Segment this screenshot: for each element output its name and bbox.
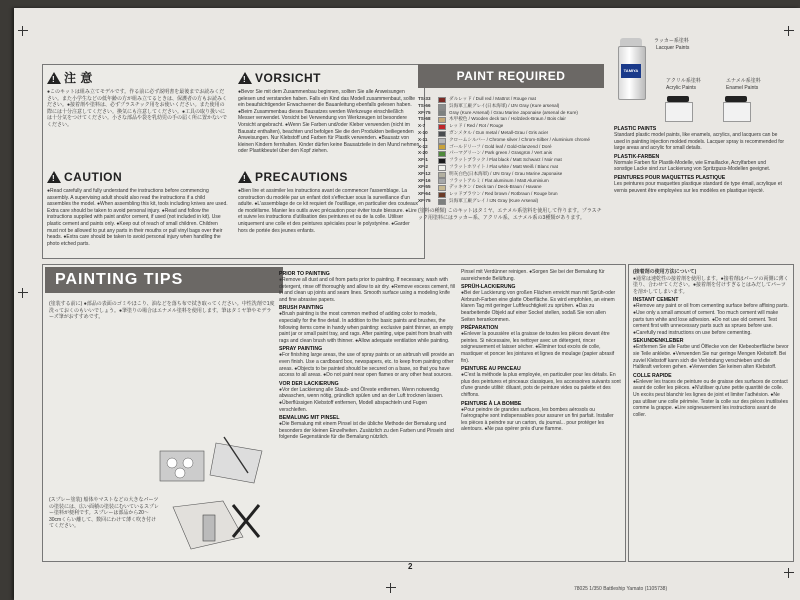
paint-swatch — [438, 138, 446, 144]
instant-cement-text: ●Remove any paint or oil from cementing surface before affixing parts. ●Use only a small amount of cement. Too much cement will make parts turn white and lose adhesion. ●Do not use old cement. Test cement first with unnecessary parts such as sprues before use. ●Carefully read instructions on use before cementing. — [633, 303, 789, 336]
paint-swatch — [438, 192, 446, 198]
paint-name: Gray (Kure Arsenal) / Grau Marine Japonaise (arsenal de Kure) — [449, 109, 578, 115]
vor-text: ●Vor der Lackierung alle Staub- und Ölreste entfernen. Wenn notwendig abwaschen, wenn nötig, gründlich spülen und an der Luft trocknen lassen. ●Überflüssigen Klebstoff entfernen, Modell abspachteln und Fugen verschleifen. — [279, 386, 444, 413]
paint-code: X-7 — [418, 123, 426, 129]
prior-title: PRIOR TO PAINTING — [279, 271, 330, 277]
sekundenkleber-title: SEKUNDENKLEBER — [633, 338, 684, 345]
paint-name: ガンメタル / Gun metal / Metall-Grau / Gris acier — [449, 129, 549, 135]
caution-text: ●Read carefully and fully understand the instructions before commencing assembly. A supervising adult should also read the instructions if a child assembles the model. ●When assembling this kit, tools including knives are used. Extra care should be taken to avoid personal injury. ●Read and follow the instructions supplied with paint and/or cement, if used (not included in kit). Use plastic cement and paints only. ●Keep out of reach of small children. Children must not be allowed to put any parts in their mouths or pull vinyl bags over their heads. ●Extra care should be taken to avoid personal injury when handling the photo etched parts. — [47, 188, 228, 247]
paint-name: ダルレッド / Dull red / Mattrot / Rouge mat — [449, 96, 536, 101]
precautions-title: PRECAUTIONS — [255, 170, 348, 184]
lacquer-spray-can — [614, 38, 654, 102]
paint-row — [418, 198, 606, 205]
paint-swatch — [438, 144, 446, 150]
paint-name: ゴールドリーフ / Gold leaf / Gold-Glanzend / Doré — [449, 143, 552, 149]
paint-code: X-10 — [418, 129, 428, 135]
paint-swatch — [438, 97, 446, 103]
paint-swatch — [438, 104, 446, 110]
plastic-paints-text-en: Standard plastic model paints, like enamels, acrylics, and lacquers can be used in painting injection molded models. Lacquer spray is recommended for large areas and acrylic for small details. — [614, 132, 785, 152]
bombe-title: PEINTURE À LA BOMBE — [461, 400, 522, 407]
paint-code: XF-64 — [418, 191, 431, 197]
paint-name: フラットホワイト / Flat white / Matt Weiß / Blanc mat — [449, 163, 558, 169]
warning-triangle-icon: ! — [238, 72, 252, 84]
plastic-paints-section — [614, 124, 786, 194]
paint-row — [418, 157, 606, 164]
pinsel-title: BEMALUNG MIT PINSEL — [279, 415, 340, 422]
paint-name: レッドブラウン / Red brown / Rotbraun / Rouge brun — [449, 191, 558, 197]
paint-code: XF-75 — [418, 197, 431, 203]
paint-row — [418, 110, 606, 117]
pinceau-title: PEINTURE AU PINCEAU — [461, 366, 521, 373]
paint-row — [418, 123, 606, 130]
painting-illustration — [158, 433, 268, 493]
paint-row — [418, 137, 606, 144]
plastic-paints-title-fr: PEINTURES POUR MAQUETTES PLASTIQUE — [614, 174, 726, 181]
paint-row — [418, 164, 606, 171]
registration-mark — [784, 568, 794, 578]
tips-jp-text: (塗装する前に) ●部品の表面のゴミやほこり、油などを落ち布で拭き取ってください。中性洗剤で1度洗っておくのもいいでしょう。●筆塗りの場合はエナメル塗料を使用します。筆はタミヤ筆やモデラーズ筆がおすすめです。 — [49, 301, 275, 321]
prep-title: PRÉPARATION — [461, 325, 498, 332]
paint-code: XF-1 — [418, 157, 428, 163]
spruh-text: ●Bei der Lackierung von großen Flächen erreicht man mit Sprüh-oder Airbrush-Farben eine glatte Oberfläche. Es wird empfohlen, an einem klaren Tag mit geringer Luftfeuchtigkeit zu sprühen. ●Das zu bearbeitende Objekt auf einer Sockel stellen, sodaß Sie von allen Seiten herankommen. — [461, 290, 616, 323]
paint-swatch — [438, 151, 446, 157]
vor-title: VOR DER LACKIERUNG — [279, 380, 339, 387]
plastic-paints-title-en: PLASTIC PAINTS — [614, 126, 657, 132]
sekundenkleber-text: ●Entfernen Sie alle Farbe und Ölflecke von der Klebeoberfläche bevor sie Teile anklebe. ●Verwenden Sie nur geringe Mengen Klebstoff. Bei zuviel Klebstoff kann sich die Verbindung verschieben und die Haltkraft verloren gehen. ●Verwenden Sie keinen alten Klebstoff. — [633, 344, 789, 371]
cement-jp-title: (接着剤の使用方法について) — [633, 269, 697, 275]
chui-section — [47, 69, 229, 129]
lacquer-label-jp: ラッカー系塗料 — [654, 38, 689, 44]
paint-row — [418, 103, 606, 110]
paint-code: X-11 — [418, 136, 428, 142]
acrylic-label-en: Acrylic Paints — [666, 85, 697, 91]
warning-triangle-icon: ! — [47, 171, 61, 183]
tips-english-column — [279, 269, 455, 441]
pinceau-text: ●C'est la méthode la plus employée, en particulier pour les détails. En plus des peintures et pinceaux classiques, les accessoires suivants sont d'une grande utilité: diluant, pots de peinture vides ou palette et des chiffons. — [461, 372, 621, 398]
tips-spray-jp-text: (スプレー塗装) 船体やマストなどの大きなパーツの塗装には、広い面積の塗装にむいているスプレー塗料が便利です。スプレーは部品から20～30cmくらい離して、数回にわけて薄く吹き付けてください。 — [49, 497, 159, 530]
paint-name: 呉海軍工廠グレイ / IJN Gray (Kure Arsenal) — [449, 197, 539, 203]
bombe-text: ●Pour peindre de grandes surfaces, les bombes aérosols ou l'aérographe sont indispensables pour assurer un fini parfait. Installer les pièces à peindre sur un carton, du journal... pour protéger les alentours. ●Ne pas opérer près d'une flamme. — [461, 406, 614, 433]
paint-code: X-20 — [418, 150, 428, 156]
warning-triangle-icon: ! — [47, 72, 61, 84]
cement-box — [628, 264, 794, 562]
instruction-sheet — [14, 8, 800, 600]
paint-swatch — [438, 178, 446, 184]
mid-text: Pinsel mit Verdünner reinigen. ●Sorgen Sie bei der Bemalung für ausreichende Belüftung. — [461, 269, 605, 282]
paint-required-title: PAINT REQUIRED — [418, 64, 604, 88]
paint-name: レッド / Red / Rot / Rouge — [449, 123, 504, 129]
chui-text: ●このキットは組み立てモデルです。作る前に必ず説明書を最後までお読みください。また小学生などの低年齢の方が組み立てるときは、保護者の方もお読みください。●接着剤や塗料は、必ずプラスチック用をお使いください。また使用の際には十分注意してください。換気にも注意してください。●工具の取り扱いには十分気をつけてください。小さな部品や袋を乳幼児の手の届く所に置かないでください。 — [47, 89, 228, 128]
pinsel-text: ●Die Bemalung mit einem Pinsel ist die übliche Methode der Bemalung und besonders der kleinen Einzelheiten. Zusätzlich zu den Farben und Pinseln sind folgende Gegenstände für die Bemalung nützlich. — [279, 421, 454, 441]
paint-row — [418, 184, 606, 191]
paint-code: TS-33 — [418, 96, 431, 101]
paint-code: XF-16 — [418, 177, 431, 183]
vorsicht-section — [238, 69, 420, 155]
registration-mark — [18, 26, 28, 36]
paint-list — [418, 96, 606, 205]
paint-row — [418, 178, 606, 185]
paint-swatch — [438, 199, 446, 205]
paint-code: XF-2 — [418, 163, 428, 169]
prep-text: ●Enlever la poussière et la graisse de toutes les pièces devant être peintes. Si nécessaire, les nettoyer avec un détergent, rincer soigneusement et laisser sécher. ●Éliminer tout excès de colle, mastiquer et poncer les jointures et lignes de moulage (papier abrasif fin). — [461, 331, 615, 364]
instant-cement-title: INSTANT CEMENT — [633, 297, 679, 304]
paint-row — [418, 130, 606, 137]
paint-code: X-12 — [418, 143, 428, 149]
warning-box — [42, 64, 425, 259]
brush-title: BRUSH PAINTING — [279, 305, 324, 312]
paint-row — [418, 116, 606, 123]
painting-tips-title: PAINTING TIPS — [45, 267, 283, 293]
precautions-text: ●Bien lire et assimiler les instructions avant de commencer l'assemblage. La construction du modèle par un enfant doit s'effectuer sous la surveillance d'un adulte. ●L'assemblage de ce kit requiert de l'outillage, en particulier des couteaux de modélisme. Manier les outils avec précaution pour éviter toute blessure. ●Lire et suivre les instructions d'utilisation des peintures et ou de la colle. Utiliser uniquement une colle et des peintures spéciales pour le polystyrène. ●Garder hors de portée des jeunes enfants. — [238, 188, 419, 234]
paint-swatch — [438, 124, 446, 130]
plastic-paints-title-de: PLASTIK-FARBEN — [614, 153, 660, 160]
acrylic-jar — [664, 96, 692, 120]
paint-swatch — [438, 110, 446, 116]
page-number: 2 — [408, 562, 413, 571]
precautions-section — [238, 168, 420, 234]
paint-code: XF-55 — [418, 184, 431, 190]
caution-title: CAUTION — [64, 170, 123, 184]
plastic-paints-text-fr: Les peintures pour maquettes plastique standard de type émail, acrylique et vernis peuvent être employées sur les modèles en plastique injecté. — [614, 180, 782, 194]
paint-name: フラットアルミ / Flat aluminum / Matt Aluminium — [449, 177, 549, 183]
paint-name: 明灰白色(日本海軍) / IJN Gray / Grau Marine Japonaise — [449, 170, 563, 176]
footer-code: 78025 1/350 Battleship Yamato (1105738) — [574, 586, 668, 592]
paint-name: デッキタン / Deck tan / Deck-Braun / Havane — [449, 184, 542, 190]
paint-type-note: (塗料の種類) このキットはタミヤ、エナメル系塗料を使用して作ります。プラスチック用塗料にはラッカー系、アクリル系、エナメル系の3種類があります。 — [418, 208, 602, 221]
spruh-title: SPRÜH-LACKIERUNG — [461, 284, 516, 291]
lacquer-label-en: Lacquer Paints — [656, 45, 690, 51]
enamel-label-en: Enamel Paints — [726, 85, 759, 91]
paint-swatch — [438, 131, 446, 137]
paint-name: 呉海軍工廠グレイ(日本海軍) / IJN Gray (Kure arsenal) — [449, 102, 560, 108]
paint-row — [418, 96, 606, 103]
tips-de-fr-column — [461, 269, 621, 433]
spray-illustration — [163, 497, 273, 557]
paint-swatch — [438, 185, 446, 191]
spray-text: ●For finishing large areas, the use of spray paints or an airbrush will provide an even finish. Use a cardboard box, newspapers, etc. to keep from painting other areas. ●Objects to be painted should be secured on a base, so that you have access to all areas. ●Do not paint near open flames or any other heat sources. — [279, 352, 455, 379]
paint-name: クロームシルバー / Chrome silver / Chrom-Silber / Aluminium chromé — [449, 136, 590, 142]
paint-name: フラットブラック / Flat black / Matt Schwarz / Noir mat — [449, 157, 562, 163]
registration-mark — [386, 583, 396, 593]
paint-row — [418, 144, 606, 151]
registration-mark — [784, 26, 794, 36]
plastic-paints-text-de: Normale Farben für Plastik-Modelle, wie Emaillacke, Acrylfarben und sonstige Lacke sind zur Lackierung von Spritzguss-Modellen geeignet. — [614, 159, 771, 173]
paint-name: 木甲板色 / Wooden deck tan / Holzdeck-Braun / Bois clair — [449, 116, 566, 122]
paint-swatch — [438, 117, 446, 123]
paint-code: XF-12 — [418, 170, 431, 176]
colle-rapide-text: ●Enlever les traces de peinture ou de graisse des surfaces de contact avant de coller les pièces. ●N'utiliser qu'une petite quantité de colle. Un excès peut blanchir les lignes de joint et limiter l'adhésion. ●Ne pas utiliser une colle périmée. Tester la colle sur des pièces inutilisées comme la grappe. ●Lire soigneusement les instructions avant de coller. — [633, 378, 788, 418]
paint-name: パーマグリーン / Park green / Grasgrün / Vert anis — [449, 150, 553, 156]
spray-title: SPRAY PAINTING — [279, 346, 323, 353]
prior-text: ●Remove all dust and oil from parts prior to painting. If necessary, wash with detergent, rinse off thoroughly and allow to air dry. ●Remove excess cement, fill in and clean up joints and seam lines. Smooth surface using a modeling knife and fine abrasive papers. — [279, 277, 455, 303]
painting-tips-box — [42, 264, 626, 562]
paint-code: TS-66 — [418, 102, 431, 108]
caution-section — [47, 168, 229, 247]
paint-row — [418, 171, 606, 178]
registration-mark — [18, 288, 28, 298]
tamiya-logo: TAMIYA — [621, 64, 641, 78]
paint-row — [418, 150, 606, 157]
chui-title: 注 意 — [64, 71, 93, 85]
paint-code: XF-75 — [418, 109, 431, 115]
brush-text: ●Brush painting is the most common method of adding color to models, especially for the fine detail. In addition to the basic paints and brushes, the following items come in handy when painting: exclusive paint thinner, an empty paint jar or small paint tray, and rags. After painting, wipe paint from brush with rags and clean brush with thinner. ●Allow adequate ventilation while painting. — [279, 311, 454, 344]
colle-rapide-title: COLLE RAPIDE — [633, 372, 672, 379]
paint-swatch — [438, 158, 446, 164]
vorsicht-text: ●Bevor Sie mit dem Zusammenbau beginnen, sollten Sie alle Anweisungen gelesen und verstanden haben. Falls ein Kind das Modell zusammenbaut, sollte ein beaufsichtigender Erwachsener die Bauanleitung ebenfalls gelesen haben. ●Beim Zusammenbau dieses Bausatzes werden Werkzeuge einschließlich Messer verwendet. Vorsicht bei Verwendung von Werkzeugen ist besondere Vorsicht angebracht. ●Wenn Sie Farben und/oder Kleber verwenden (nicht im Bausatz enthalten), beachten und befolgen Sie die den Produkten beiliegenden Anweisungen. Nur Klebstoff und Farben für Plastik verwenden. ●Bausatz von kleinen Kindern fernhalten. Kinder dürfen keine Bausatzteile in den Mund nehmen oder Plastikbeutel über den Kopf ziehen. — [238, 89, 420, 155]
paint-row — [418, 191, 606, 198]
paint-code: TS-68 — [418, 116, 431, 122]
acrylic-label-jp: アクリル系塗料 — [666, 78, 701, 84]
vorsicht-title: VORSICHT — [255, 71, 322, 85]
enamel-label-jp: エナメル系塗料 — [726, 78, 761, 84]
warning-triangle-icon: ! — [238, 171, 252, 183]
paint-swatch — [438, 165, 446, 171]
cement-jp-text: ●通常は速乾性の接着剤を使用します。●接着剤はパーツの両側に薄く塗り、合わせてください。●接着剤を付けすぎるとはみだしてパーツを溶かしてしまいます。 — [633, 275, 789, 295]
paint-swatch — [438, 172, 446, 178]
enamel-jar — [722, 96, 750, 120]
